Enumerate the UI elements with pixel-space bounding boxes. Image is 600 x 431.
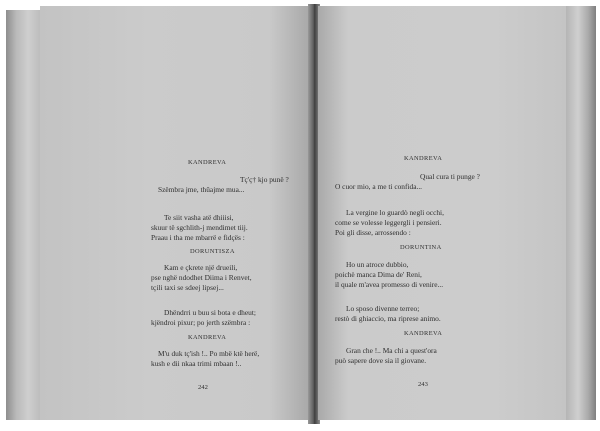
book-spread [6,4,596,424]
speaker-heading: DORUNTISZA [190,248,235,255]
left-page [40,6,310,420]
speaker-heading: KANDREVA [404,155,443,162]
prose-line: skuur të sgchlith-j mendimet tiij. [151,223,248,232]
prose-line: Poi gli disse, arrossendo : [335,228,411,237]
prose-line: Dhëndrri u buu si bota e dheut; [164,308,256,317]
right-page [318,6,568,420]
left-page-edges [6,10,40,420]
verse-line: O cuor mio, a me ti confida... [335,182,423,191]
speaker-heading: KANDREVA [188,159,227,166]
prose-line: Praau i tha me mbarrë e fidçës : [151,233,245,242]
verse-line: può sapere dove sia il giovane. [335,356,427,365]
verse-line: Kam e çkrete një drueili, [164,263,238,272]
verse-line: Ho un atroce dubbio, [346,260,409,269]
prose-line: Lo sposo divenne terreo; [346,304,420,313]
verse-line: il quale m'avea promesso di venire... [335,280,444,289]
verse-line: tçili taxi se sdeej lipsej... [151,283,224,292]
verse-line: kush e dii nkaa trimi mbaan !.. [151,359,242,368]
speaker-heading: KANDREVA [404,330,443,337]
verse-line: pse nghë ndodhet Diima i Renvet, [151,273,252,282]
verse-line: Szëmbra jme, thûajme mua... [158,185,245,194]
prose-line: restò di ghiaccio, ma riprese animo. [335,314,441,323]
prose-line: La vergine lo guardò negli occhi, [346,208,444,217]
verse-line: Gran che !.. Ma chi a quest'ora [346,346,437,355]
prose-line: come se volesse leggergli i pensieri. [335,218,442,227]
verse-line: M'u duk tç'ish !.. Po mbë ktë herë, [158,349,260,358]
verse-line: Tç'ç† kjo punë ? [240,175,289,184]
page-number: 242 [198,384,208,391]
verse-line: poichè manca Dima de' Reni, [335,270,422,279]
speaker-heading: KANDREVA [188,334,227,341]
verse-line: Qual cura ti punge ? [420,172,480,181]
right-page-edges [566,6,596,420]
speaker-heading: DORUNTINA [400,244,442,251]
prose-line: kjëndroi pixur; po jerth szëmbra : [151,318,251,327]
prose-line: Te siit vasha atë dhiiisi, [164,213,234,222]
page-number: 243 [418,381,428,388]
